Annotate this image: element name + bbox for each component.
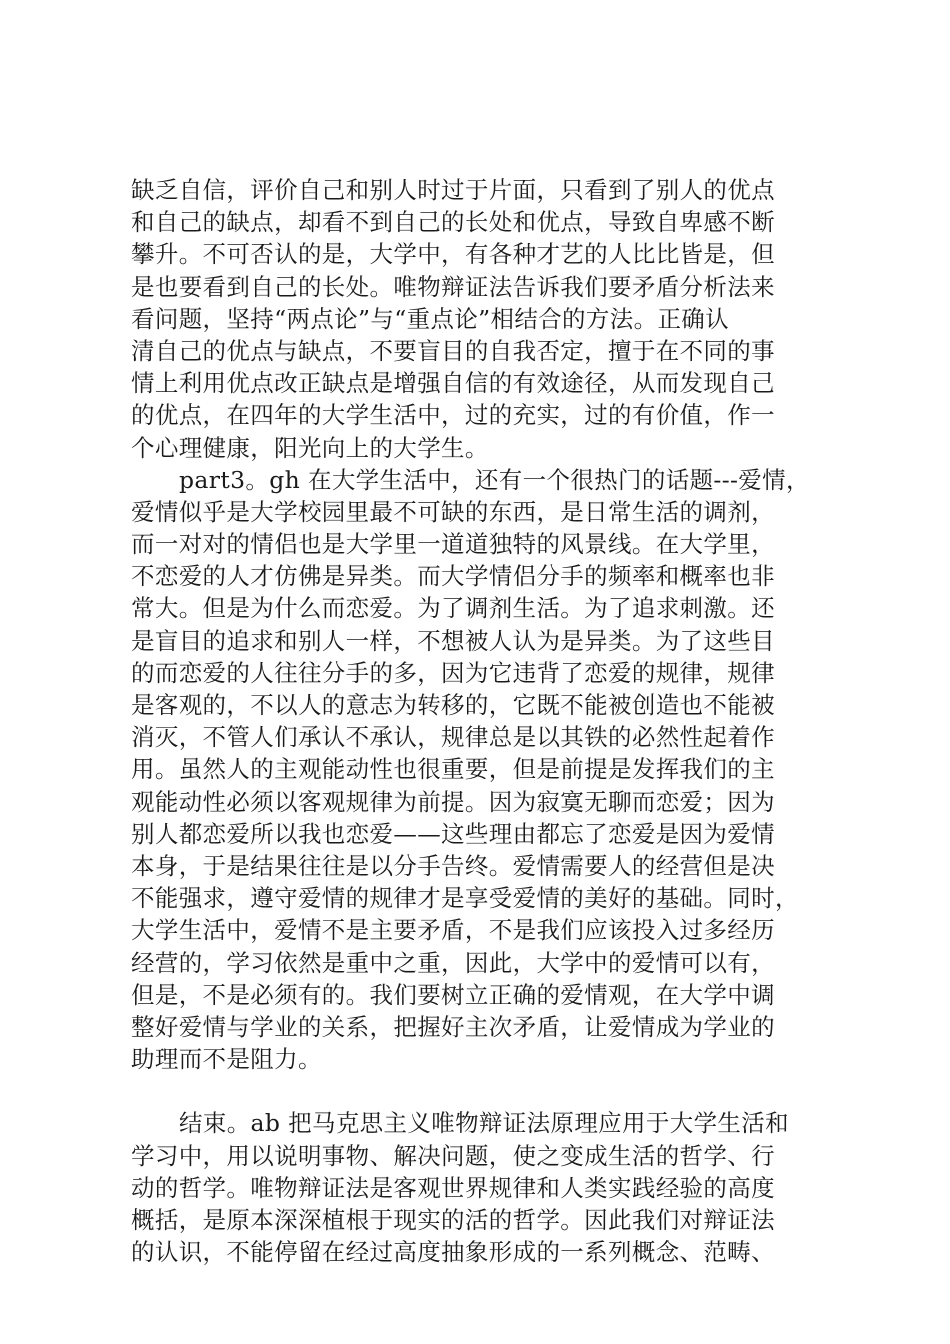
text-line: 个心理健康，阳光向上的大学生。 xyxy=(131,433,489,462)
text-line: 学习中，用以说明事物、解决问题，使之变成生活的哲学、行 xyxy=(131,1141,775,1170)
text-line: 大学生活中，爱情不是主要矛盾，不是我们应该投入过多经历 xyxy=(131,916,775,945)
text-line: 本身，于是结果往往是以分手告终。爱情需要人的经营但是决 xyxy=(131,851,775,880)
text-line-first: part3。gh 在大学生活中，还有一个很热门的话题---爱情， xyxy=(179,465,810,494)
text-line: 是客观的，不以人的意志为转移的，它既不能被创造也不能被 xyxy=(131,691,775,719)
text-line: 清自己的优点与缺点，不要盲目的自我否定，擅于在不同的事 xyxy=(131,336,775,365)
text-line: 是盲目的追求和别人一样，不想被人认为是异类。为了这些目 xyxy=(131,626,775,655)
text-line: 而一对对的情侣也是大学里一道道独特的风景线。在大学里， xyxy=(131,530,775,559)
text-line: 整好爱情与学业的关系，把握好主次矛盾，让爱情成为学业的 xyxy=(131,1012,775,1041)
text-line: 观能动性必须以客观规律为前提。因为寂寞无聊而恋爱；因为 xyxy=(131,787,775,816)
text-line: 用。虽然人的主观能动性也很重要，但是前提是发挥我们的主 xyxy=(131,755,775,784)
text-line: 的而恋爱的人往往分手的多，因为它违背了恋爱的规律，规律 xyxy=(131,658,775,687)
text-line: 的优点，在四年的大学生活中，过的充实，过的有价值，作一 xyxy=(131,401,775,430)
text-line: 但是，不是必须有的。我们要树立正确的爱情观，在大学中调 xyxy=(131,980,775,1009)
text-line: 动的哲学。唯物辩证法是客观世界规律和人类实践经验的高度 xyxy=(131,1173,775,1202)
text-line: 缺乏自信，评价自己和别人时过于片面，只看到了别人的优点 xyxy=(131,176,775,204)
text-line: 的认识，不能停留在经过高度抽象形成的一系列概念、范畴、 xyxy=(131,1238,775,1267)
text-line: 常大。但是为什么而恋爱。为了调剂生活。为了追求刺激。还 xyxy=(131,594,775,623)
paragraph-conclusion xyxy=(131,1107,831,1268)
text-line: 情上利用优点改正缺点是增强自信的有效途径，从而发现自己 xyxy=(131,369,775,398)
text-line: 爱情似乎是大学校园里最不可缺的东西，是日常生活的调剂， xyxy=(131,497,775,526)
text-line: 消灭，不管人们承认不承认，规律总是以其铁的必然性起着作 xyxy=(131,723,775,752)
text-line: 概括，是原本深深植根于现实的活的哲学。因此我们对辩证法 xyxy=(131,1206,775,1234)
text-line: 不能强求，遵守爱情的规律才是享受爱情的美好的基础。同时， xyxy=(131,884,799,913)
paragraph-love xyxy=(131,464,831,1108)
text-line: 和自己的缺点，却看不到自己的长处和优点，导致自卑感不断 xyxy=(131,208,775,237)
text-line: 别人都恋爱所以我也恋爱——这些理由都忘了恋爱是因为爱情 xyxy=(131,819,775,848)
text-line-first: 结束。ab 把马克思主义唯物辩证法原理应用于大学生活和 xyxy=(179,1109,789,1138)
text-line: 助理而不是阻力。 xyxy=(131,1045,322,1074)
document-body xyxy=(131,174,831,1268)
text-line xyxy=(131,1075,831,1107)
text-line: 经营的，学习依然是重中之重，因此，大学中的爱情可以有， xyxy=(131,948,775,977)
text-line: 看问题，坚持“两点论”与“重点论”相结合的方法。正确认 xyxy=(131,304,730,333)
text-line: 攀升。不可否认的是，大学中，有各种才艺的人比比皆是，但 xyxy=(131,240,775,269)
paragraph-self-confidence xyxy=(131,174,831,464)
text-line: 不恋爱的人才仿佛是异类。而大学情侣分手的频率和概率也非 xyxy=(131,562,775,591)
text-line: 是也要看到自己的长处。唯物辩证法告诉我们要矛盾分析法来 xyxy=(131,272,775,301)
